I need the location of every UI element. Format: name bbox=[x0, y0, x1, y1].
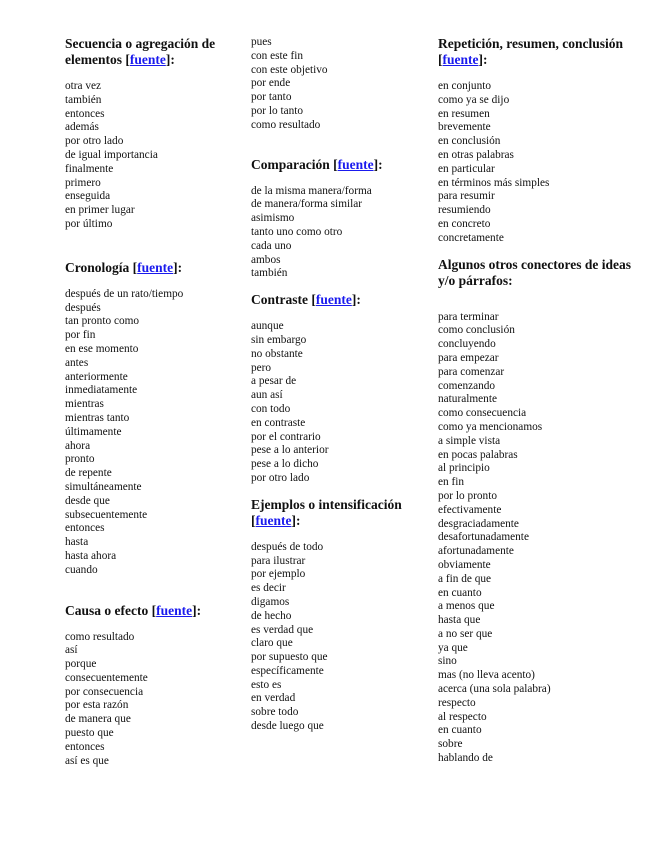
section-causa bbox=[65, 603, 235, 769]
connector-item: aunque bbox=[251, 320, 284, 333]
section-heading-otros: Algunos otros conectores de ideas y/o párrafos: bbox=[438, 256, 631, 288]
connector-item: es verdad que bbox=[251, 623, 314, 636]
connector-item: de igual importancia bbox=[65, 148, 158, 161]
connector-item: anteriormente bbox=[65, 370, 128, 383]
section-heading-contraste bbox=[251, 292, 421, 308]
connector-list-secuencia bbox=[65, 80, 235, 232]
section-cronologia bbox=[65, 260, 235, 578]
connector-item: para terminar bbox=[438, 310, 499, 323]
connector-item: antes bbox=[65, 356, 89, 369]
connector-list-causa-continued bbox=[251, 36, 421, 133]
connector-item: enseguida bbox=[65, 190, 111, 203]
connector-item: inmediatamente bbox=[65, 384, 138, 397]
connector-item: así es que bbox=[65, 754, 109, 767]
connector-item: mientras bbox=[65, 398, 104, 411]
connector-item: cada uno bbox=[251, 239, 292, 252]
connector-item: claro que bbox=[251, 637, 293, 650]
connector-item: de hecho bbox=[251, 609, 292, 622]
connector-item: por ende bbox=[251, 77, 291, 90]
connector-item: asimismo bbox=[251, 212, 295, 225]
connector-item: de manera que bbox=[65, 713, 131, 726]
heading-text: Ejemplos o intensificación [ bbox=[251, 496, 402, 528]
connector-item: además bbox=[65, 121, 99, 134]
connector-item: pronto bbox=[65, 453, 95, 466]
connector-item: pese a lo anterior bbox=[251, 444, 329, 457]
connector-item: acerca (una sola palabra) bbox=[438, 683, 551, 696]
fuente-link[interactable]: fuente bbox=[156, 602, 193, 618]
connector-item: sobre bbox=[438, 738, 463, 751]
connector-item: por tanto bbox=[251, 91, 292, 104]
connector-item: también bbox=[251, 267, 288, 280]
connector-item: esto es bbox=[251, 678, 282, 691]
section-heading-repeticion bbox=[438, 36, 638, 68]
connector-item: sino bbox=[438, 655, 457, 668]
connector-item: también bbox=[65, 93, 102, 106]
fuente-link[interactable]: fuente bbox=[442, 52, 479, 67]
fuente-link[interactable]: fuente bbox=[255, 512, 292, 528]
connector-item: ya que bbox=[438, 641, 468, 654]
connector-item: después bbox=[65, 301, 101, 314]
connector-item: mientras tanto bbox=[65, 411, 130, 424]
connector-item: ahora bbox=[65, 439, 91, 452]
connector-item: desde que bbox=[65, 494, 110, 507]
connector-item: afortunadamente bbox=[438, 545, 514, 558]
section-heading-comparacion bbox=[251, 157, 421, 173]
connector-item: por otro lado bbox=[65, 135, 124, 148]
section-comparacion bbox=[251, 157, 421, 282]
connector-item: primero bbox=[65, 176, 101, 189]
connector-item: no obstante bbox=[251, 347, 303, 360]
connector-item: por lo pronto bbox=[438, 489, 497, 502]
connector-item: consecuentemente bbox=[65, 671, 148, 684]
connector-item: por fin bbox=[65, 329, 96, 342]
fuente-link[interactable]: fuente bbox=[337, 156, 374, 172]
connector-item: en otras palabras bbox=[438, 148, 514, 161]
heading-suffix: ]: bbox=[373, 156, 383, 172]
connector-item: ambos bbox=[251, 253, 281, 266]
connector-item: desafortunadamente bbox=[438, 531, 529, 544]
connector-item: como ya mencionamos bbox=[438, 420, 543, 433]
connector-item: concretamente bbox=[438, 231, 504, 244]
heading-suffix: ]: bbox=[173, 259, 183, 275]
connector-list-ejemplos bbox=[251, 541, 421, 734]
connector-item: hasta bbox=[65, 536, 89, 549]
connector-item: en contraste bbox=[251, 416, 306, 429]
connector-item: hablando de bbox=[438, 752, 493, 765]
connector-item: en cuanto bbox=[438, 724, 482, 737]
section-heading-ejemplos bbox=[251, 497, 421, 529]
connector-item: brevemente bbox=[438, 121, 491, 134]
connector-item: aun así bbox=[251, 389, 283, 402]
column-1 bbox=[65, 36, 235, 768]
heading-suffix: ]: bbox=[192, 602, 202, 618]
section-heading-secuencia bbox=[65, 36, 235, 68]
connector-item: por esta razón bbox=[65, 699, 129, 712]
connector-item: al principio bbox=[438, 462, 490, 475]
fuente-link[interactable]: fuente bbox=[129, 52, 166, 67]
connector-item: después de todo bbox=[251, 540, 324, 553]
connector-item: en cuanto bbox=[438, 586, 482, 599]
connector-item: es decir bbox=[251, 582, 286, 595]
connector-item: entonces bbox=[65, 740, 105, 753]
connector-item: pero bbox=[251, 361, 272, 374]
heading-text: Comparación [ bbox=[251, 156, 338, 172]
connector-item: por el contrario bbox=[251, 430, 321, 443]
section-contraste bbox=[251, 292, 421, 486]
fuente-link[interactable]: fuente bbox=[137, 259, 174, 275]
heading-text: Cronología [ bbox=[65, 259, 138, 275]
heading-suffix: ]: bbox=[165, 52, 175, 67]
heading-suffix: ]: bbox=[291, 512, 301, 528]
connector-list-repeticion bbox=[438, 80, 638, 246]
connector-item: tan pronto como bbox=[65, 315, 140, 328]
connector-item: cuando bbox=[65, 563, 98, 576]
connector-item: en verdad bbox=[251, 692, 296, 705]
connector-item: comenzando bbox=[438, 379, 496, 392]
column-3 bbox=[438, 36, 638, 766]
connector-item: sin embargo bbox=[251, 333, 307, 346]
connector-item: para resumir bbox=[438, 190, 495, 203]
section-causa-continued bbox=[251, 36, 421, 133]
connector-item: así bbox=[65, 644, 78, 657]
connector-item: en primer lugar bbox=[65, 204, 135, 217]
connector-item: en fin bbox=[438, 476, 465, 489]
connector-list-comparacion bbox=[251, 185, 421, 282]
connector-item: subsecuentemente bbox=[65, 508, 148, 521]
connector-item: por supuesto que bbox=[251, 651, 328, 664]
fuente-link[interactable]: fuente bbox=[315, 292, 352, 308]
section-heading-causa bbox=[65, 603, 235, 619]
connector-item: entonces bbox=[65, 522, 105, 535]
section-ejemplos bbox=[251, 497, 421, 734]
connector-item: simultáneamente bbox=[65, 480, 142, 493]
connector-item: para empezar bbox=[438, 351, 499, 364]
connector-item: por otro lado bbox=[251, 471, 310, 484]
connector-item: entonces bbox=[65, 107, 105, 120]
connector-item: con todo bbox=[251, 402, 291, 415]
heading-text: Contraste [ bbox=[251, 292, 316, 308]
connector-item: en conclusión bbox=[438, 135, 501, 148]
connector-item: sobre todo bbox=[251, 706, 299, 719]
connector-item: desgraciadamente bbox=[438, 517, 519, 530]
connector-item: por lo tanto bbox=[251, 104, 304, 117]
section-heading-cronologia bbox=[65, 260, 235, 276]
connector-item: en resumen bbox=[438, 107, 490, 120]
heading-suffix: ]: bbox=[478, 52, 488, 67]
section-secuencia bbox=[65, 36, 235, 232]
connector-item: para ilustrar bbox=[251, 554, 306, 567]
connector-item: de repente bbox=[65, 467, 112, 480]
connector-item: con este fin bbox=[251, 49, 304, 62]
connector-item: efectivamente bbox=[438, 503, 502, 516]
connector-item: en pocas palabras bbox=[438, 448, 518, 461]
heading-text: Secuencia o agregación de elementos [ bbox=[65, 36, 216, 67]
connector-item: como ya se dijo bbox=[438, 93, 510, 106]
connector-item: naturalmente bbox=[438, 393, 497, 406]
connector-item: en ese momento bbox=[65, 342, 139, 355]
connector-list-cronologia bbox=[65, 288, 235, 578]
connector-item: a pesar de bbox=[251, 375, 297, 388]
connector-item: específicamente bbox=[251, 664, 324, 677]
connector-item: como resultado bbox=[65, 630, 135, 643]
connector-item: en particular bbox=[438, 162, 495, 175]
heading-text: Causa o efecto [ bbox=[65, 602, 157, 618]
connector-item: como consecuencia bbox=[438, 407, 527, 420]
connector-item: tanto uno como otro bbox=[251, 225, 343, 238]
connector-item: finalmente bbox=[65, 162, 114, 175]
connector-item: resumiendo bbox=[438, 204, 491, 217]
section-otros bbox=[438, 257, 638, 766]
connector-item: porque bbox=[65, 658, 97, 671]
connector-item: desde luego que bbox=[251, 720, 324, 733]
connector-item: últimamente bbox=[65, 425, 122, 438]
connector-item: por ejemplo bbox=[251, 568, 306, 581]
connector-item: hasta ahora bbox=[65, 549, 117, 562]
connector-item: en concreto bbox=[438, 217, 491, 230]
connector-item: de la misma manera/forma bbox=[251, 184, 372, 197]
connector-item: a simple vista bbox=[438, 434, 501, 447]
connector-list-contraste bbox=[251, 320, 421, 486]
connector-item: hasta que bbox=[438, 614, 481, 627]
column-2 bbox=[251, 36, 421, 734]
connector-item: a menos que bbox=[438, 600, 495, 613]
connector-item: a no ser que bbox=[438, 627, 493, 640]
connector-item: mas (no lleva acento) bbox=[438, 669, 535, 682]
connector-item: pues bbox=[251, 36, 272, 48]
connector-item: con este objetivo bbox=[251, 63, 328, 76]
connector-item: concluyendo bbox=[438, 338, 496, 351]
connector-item: digamos bbox=[251, 595, 290, 608]
connector-item: a fin de que bbox=[438, 572, 492, 585]
connector-item: al respecto bbox=[438, 710, 487, 723]
connector-item: de manera/forma similar bbox=[251, 198, 363, 211]
connector-list-causa bbox=[65, 631, 235, 769]
heading-text: Repetición, resumen, conclusión [ bbox=[438, 36, 623, 67]
section-repeticion bbox=[438, 36, 638, 246]
connector-item: otra vez bbox=[65, 80, 102, 92]
connector-item: después de un rato/tiempo bbox=[65, 287, 184, 300]
connector-item: como conclusión bbox=[438, 324, 515, 337]
connector-item: como resultado bbox=[251, 118, 321, 131]
connector-item: en conjunto bbox=[438, 80, 492, 92]
connector-item: respecto bbox=[438, 696, 476, 709]
connector-item: para comenzar bbox=[438, 365, 505, 378]
connector-item: por consecuencia bbox=[65, 685, 144, 698]
connector-item: obviamente bbox=[438, 558, 491, 571]
connector-item: puesto que bbox=[65, 727, 114, 740]
connector-item: en términos más simples bbox=[438, 176, 550, 189]
connector-list-otros bbox=[438, 311, 638, 766]
connector-item: pese a lo dicho bbox=[251, 458, 319, 471]
heading-suffix: ]: bbox=[351, 292, 361, 308]
connector-item: por último bbox=[65, 217, 113, 230]
